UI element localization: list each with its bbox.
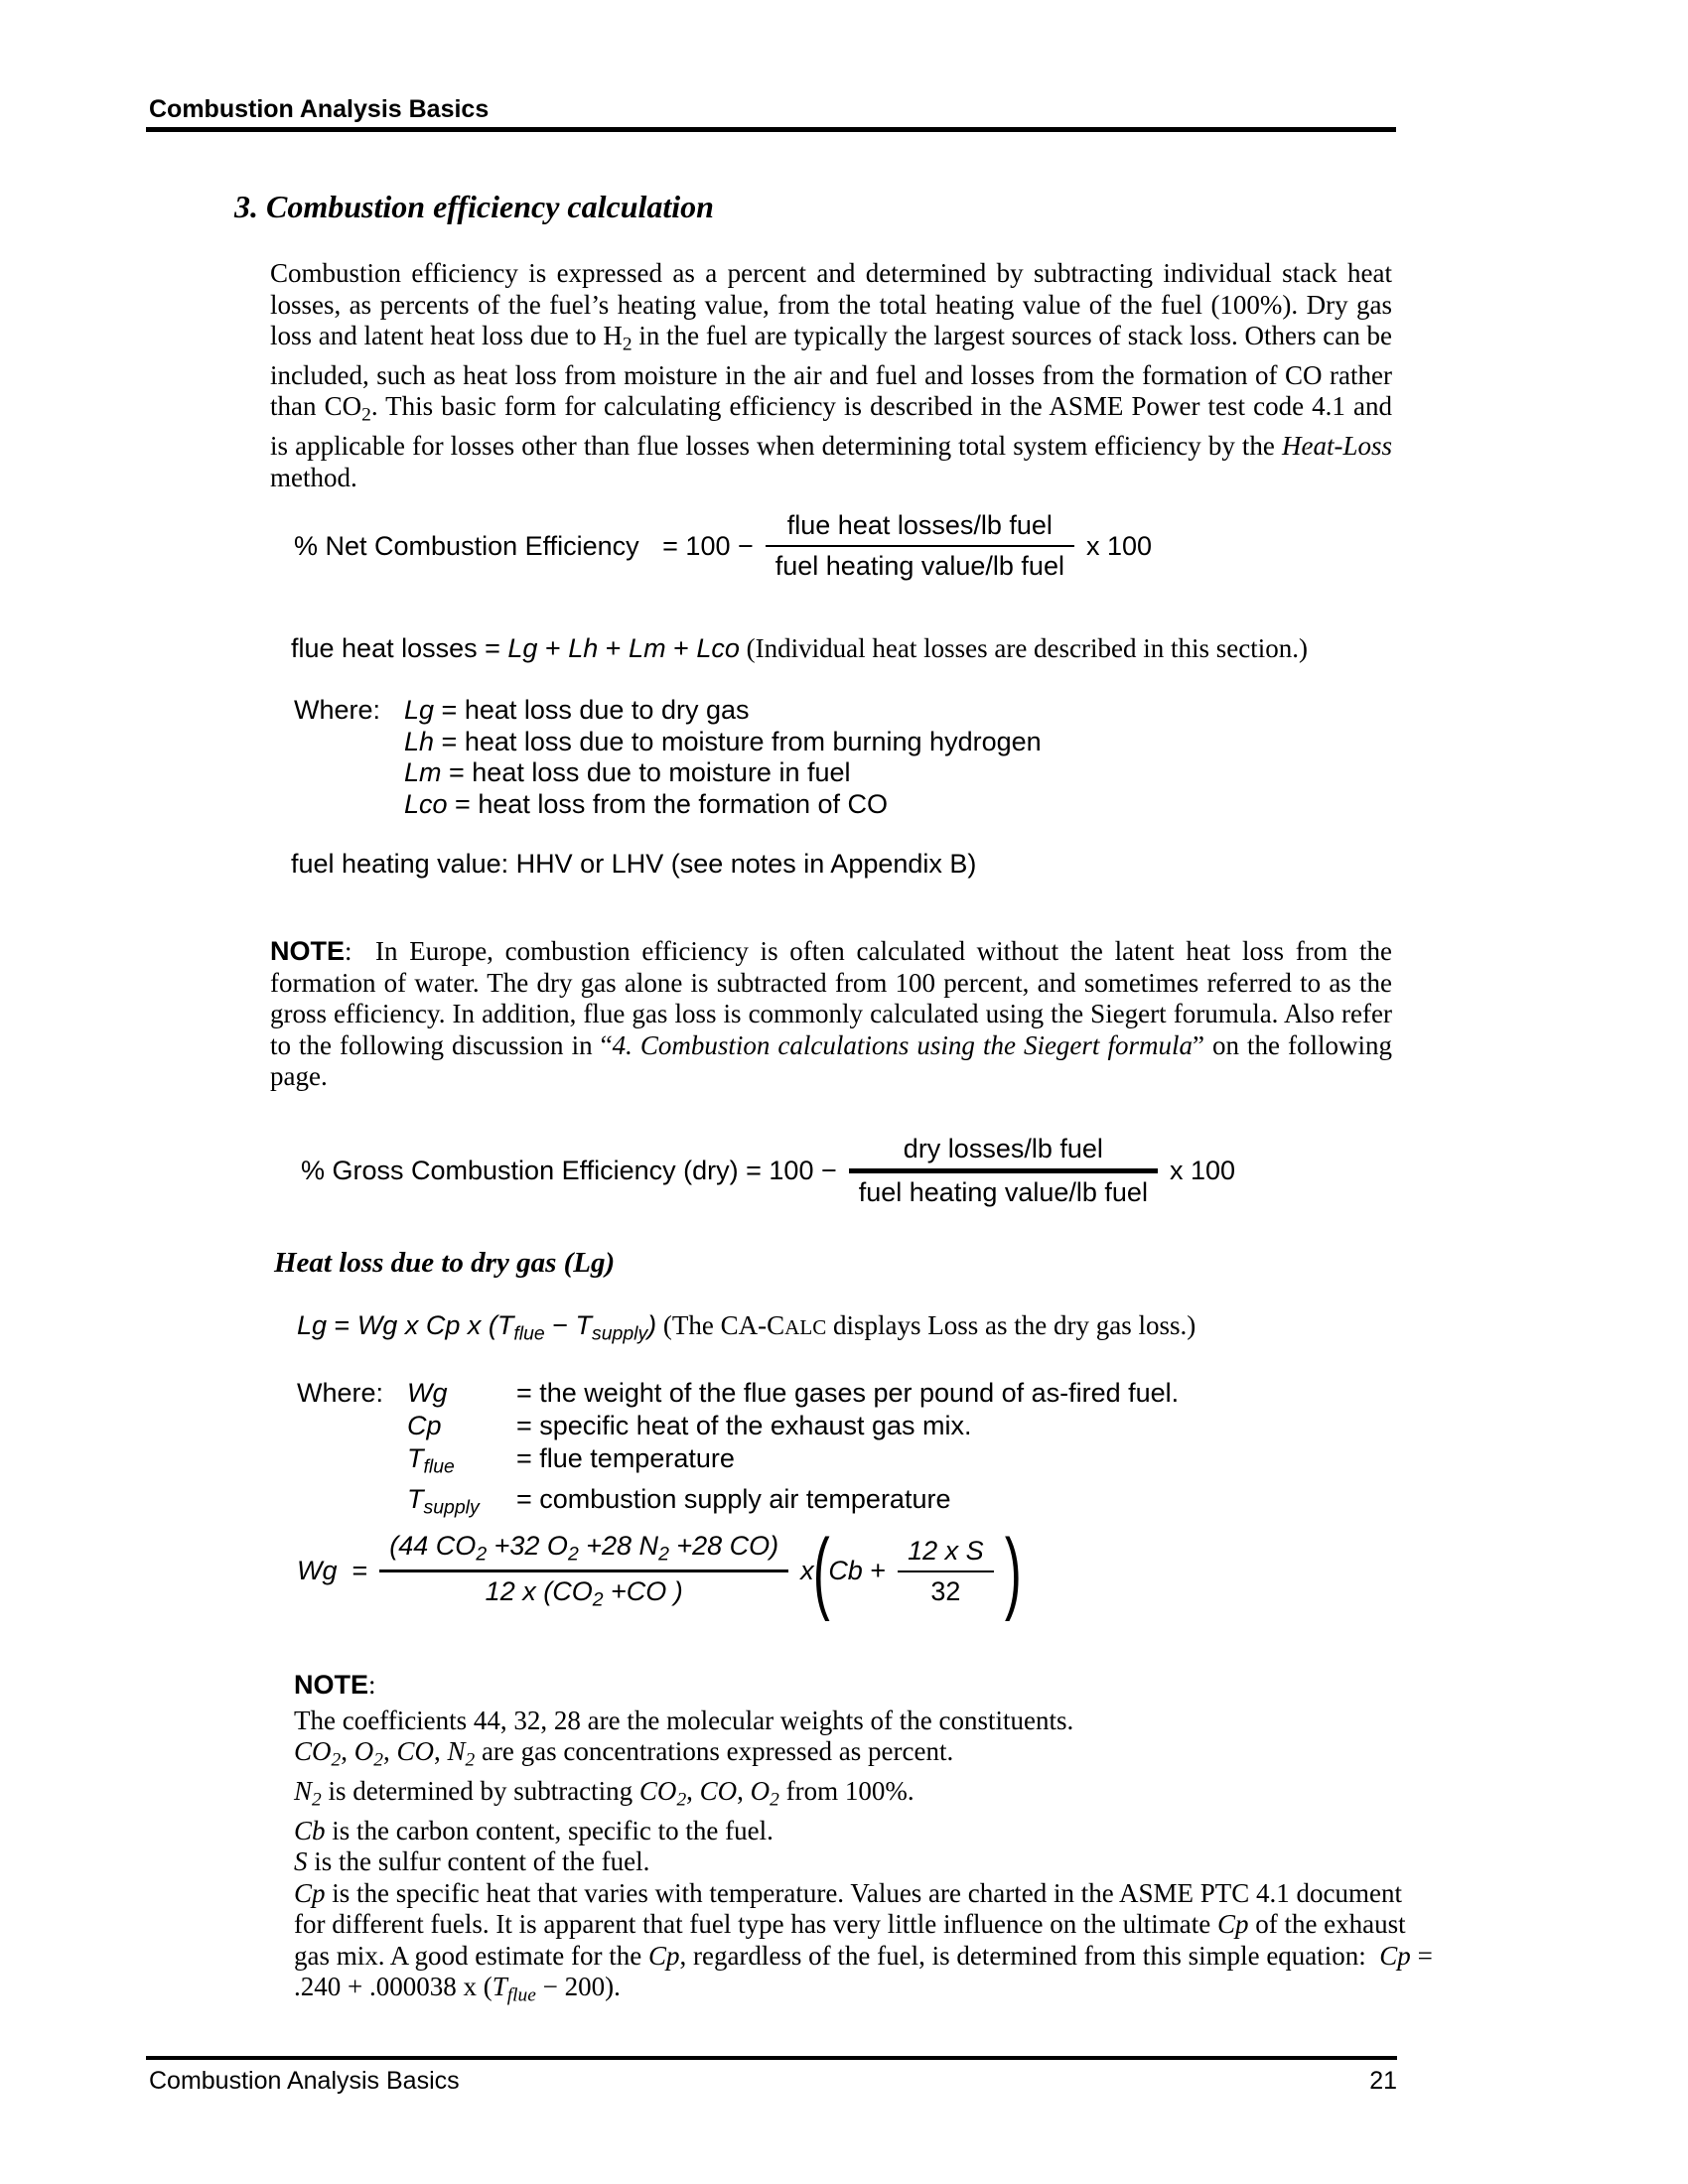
note-cp-paragraph: Cp is the specific heat that varies with temperature. Values are charted in the ASME PTC 4.1 document for different fuels. It is apparent that fuel type has very little influence on the ultimate Cp of the exhaust gas mix. A good estimate for the Cp, regardless of the fuel, is determined from this simple equation: Cp = .240 + .000038 x $(T_{flue} - 200)$. <box>294 1877 1433 2006</box>
flue-heat-losses-line: flue heat losses = Lg + Lh + Lm + Lco (Individual heat losses are described in this section.) <box>291 633 1308 663</box>
note-line: $CO_2$, $O_2$, CO, $N_2$ are gas concentrations expressed as percent. <box>294 1736 954 1771</box>
where-definition: = combustion supply air temperature <box>516 1484 951 1515</box>
lg-equation-line: Lg = Wg x Cp x $(T_{flue} - T_{supply})$ (The CA-CALC displays Loss as the dry gas loss.) <box>297 1310 1196 1345</box>
fraction <box>766 510 1074 582</box>
equation-mid: = 100 − <box>654 530 754 561</box>
note-line: Cb is the carbon content, specific to the fuel. <box>294 1815 774 1845</box>
where-row: Lm = heat loss due to moisture in fuel <box>404 757 851 788</box>
section-heading: 3. Combustion efficiency calculation <box>234 189 714 224</box>
header-title: Combustion Analysis Basics <box>149 95 490 123</box>
where-label: Where: <box>297 1378 384 1408</box>
close-paren: ) <box>1004 1520 1022 1622</box>
where-row: Lco = heat loss from the formation of CO <box>404 788 888 819</box>
fraction-denominator: 32 <box>898 1570 994 1607</box>
note-line: $N_2$ is determined by subtracting $CO_2$, CO, $O_2$ from 100%. <box>294 1775 914 1811</box>
fraction-numerator: dry losses/lb fuel <box>903 1134 1103 1163</box>
fraction-denominator: fuel heating value/lb fuel <box>849 1168 1158 1208</box>
where-variable: $T_{flue}$ <box>407 1443 455 1478</box>
note-line: The coefficients 44, 32, 28 are the molecular weights of the constituents. <box>294 1705 1074 1735</box>
equation-tail: x 100 <box>1169 1156 1236 1185</box>
note-line: S is the sulfur content of the fuel. <box>294 1846 650 1877</box>
where-block-losses <box>294 695 1042 820</box>
paren-inner-text: Cb + <box>828 1556 887 1586</box>
where-row: Lh = heat loss due to moisture from burning hydrogen <box>404 726 1042 756</box>
fraction-denominator: fuel heating value/lb fuel <box>766 545 1074 582</box>
note-heading: NOTE: <box>294 1670 376 1700</box>
fraction-numerator: flue heat losses/lb fuel <box>786 510 1053 540</box>
fraction <box>849 1134 1158 1208</box>
where-variable: $T_{supply}$ <box>407 1484 480 1519</box>
where-label: Where: <box>294 695 381 725</box>
open-paren: ( <box>812 1520 830 1622</box>
where-definition: = specific heat of the exhaust gas mix. <box>516 1411 972 1440</box>
equation-lhs: % Gross Combustion Efficiency (dry) = 100 − <box>301 1156 837 1185</box>
where-row: Lg = heat loss due to dry gas <box>404 695 750 725</box>
intro-paragraph: Combustion efficiency is expressed as a percent and determined by subtracting individual stack heat losses, as percents of the fuel’s heating value, from the total heating value of the fuel (100%). Dry gas loss and latent heat loss due to $H_2$ in the fuel are typically the largest sources of stack loss. Others can be included, such as heat loss from moisture in the air and fuel and losses from the formation of CO rather than $CO_2$. This basic form for calculating efficiency is described in the ASME Power test code 4.1 and is applicable for losses other than flue losses when determining total system efficiency by the Heat-Loss method. <box>270 258 1392 492</box>
footer-rule <box>146 2056 1397 2060</box>
where-definitions <box>404 695 1042 820</box>
fuel-heating-value-line: fuel heating value: HHV or LHV (see notes in Appendix B) <box>291 849 977 879</box>
equation-lhs: Wg = <box>297 1556 368 1586</box>
note-paragraph-europe: NOTE: In Europe, combustion efficiency is often calculated without the latent heat loss from the formation of water. The dry gas alone is subtracted from 100 percent, and sometimes referred to as the gross efficiency. In addition, flue gas loss is commonly calculated using the Siegert forumula. Also refer to the following discussion in “4. Combustion calculations using the Siegert formula” on the following page. <box>270 936 1392 1091</box>
equation-tail: x 100 <box>1085 530 1153 561</box>
where-block-wg <box>297 1377 1179 1525</box>
fraction <box>898 1536 994 1607</box>
page-footer <box>149 2067 1397 2096</box>
where-variable: Wg <box>407 1378 448 1408</box>
header-rule <box>146 127 1396 132</box>
where-definition: = flue temperature <box>516 1443 735 1473</box>
net-efficiency-equation <box>294 510 1152 582</box>
gross-efficiency-equation <box>301 1134 1235 1208</box>
page-number: 21 <box>1369 2067 1397 2095</box>
fraction-numerator: 12 x S <box>908 1535 984 1566</box>
wg-equation <box>297 1520 1022 1622</box>
where-variable: Cp <box>407 1411 442 1440</box>
note-block-coefficients <box>294 1670 1434 2011</box>
multiplication-sign: x <box>800 1556 814 1586</box>
where-definition: = the weight of the flue gases per pound of as-fired fuel. <box>516 1378 1180 1408</box>
subsection-heading-dry-gas: Heat loss due to dry gas (Lg) <box>274 1247 616 1279</box>
fraction <box>379 1531 788 1612</box>
fraction-numerator: (44 $CO_2 +32$ $O_2 +28$ $N_2 +28$ CO) <box>389 1531 779 1566</box>
equation-lhs: % Net Combustion Efficiency <box>294 530 639 561</box>
footer-title: Combustion Analysis Basics <box>149 2067 460 2095</box>
fraction-denominator: 12 x ($CO_2 +CO$ ) <box>379 1570 788 1611</box>
